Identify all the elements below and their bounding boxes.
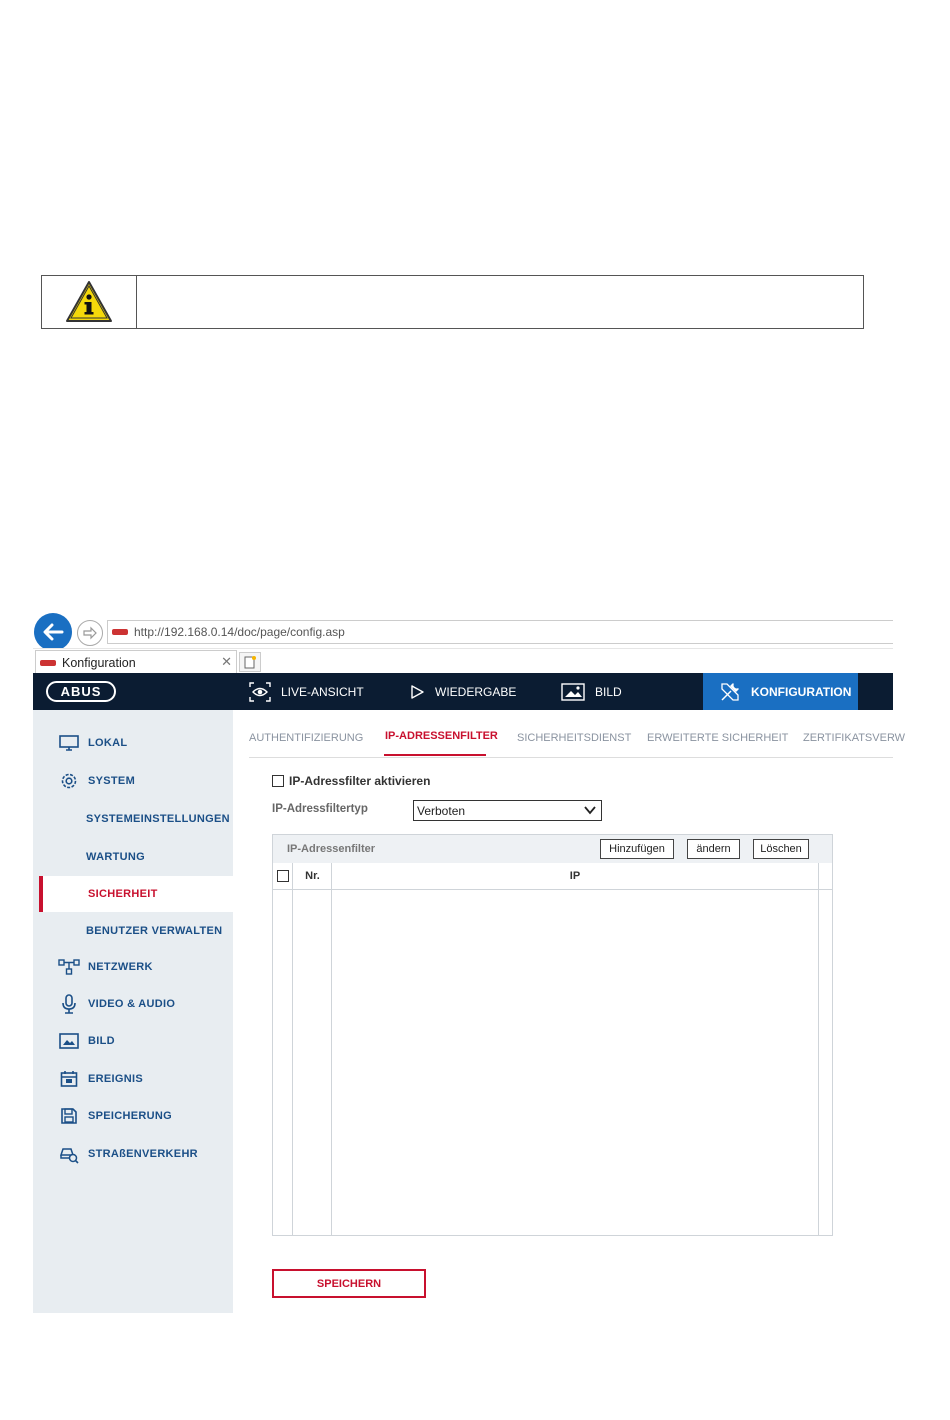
- sidebar-item-label: SYSTEM: [88, 775, 136, 787]
- nav-label: KONFIGURATION: [751, 684, 852, 699]
- nav-label: LIVE-ANSICHT: [281, 684, 364, 699]
- sidebar-item-speicherung[interactable]: [33, 1098, 233, 1134]
- column-divider: [818, 863, 819, 1235]
- sidebar-item-ereignis[interactable]: [33, 1061, 233, 1097]
- image-icon: [561, 683, 585, 701]
- nav-bild[interactable]: [561, 673, 622, 710]
- image-icon: [59, 1032, 79, 1050]
- note-text-cell: [137, 276, 863, 328]
- sidebar-item-label: NETZWERK: [88, 961, 153, 973]
- network-icon: [59, 958, 79, 976]
- forward-button[interactable]: [77, 620, 103, 646]
- sidebar-item-label: SPEICHERUNG: [88, 1110, 172, 1122]
- top-navigation: [33, 673, 893, 710]
- note-icon-cell: [42, 276, 137, 328]
- column-header-ip: IP: [332, 863, 818, 890]
- chevron-down-icon: [583, 803, 597, 820]
- delete-button[interactable]: Löschen: [753, 839, 809, 859]
- save-button[interactable]: SPEICHERN: [272, 1269, 426, 1298]
- column-header-scroll: [818, 863, 832, 890]
- sidebar-item-label: SYSTEMEINSTELLUNGEN: [86, 813, 230, 825]
- abus-logo: ABUS: [46, 681, 116, 702]
- arrow-right-icon: [82, 626, 98, 640]
- sidebar-item-bild[interactable]: [33, 1023, 233, 1059]
- browser-tab-row: [33, 648, 893, 673]
- enable-ip-filter-row: [272, 774, 430, 788]
- filter-type-label: IP-Adressfiltertyp: [272, 803, 368, 815]
- info-note-box: [41, 275, 864, 329]
- sidebar-item-lokal[interactable]: [33, 725, 233, 761]
- monitor-icon: [59, 734, 79, 752]
- config-screenshot: [33, 612, 906, 1313]
- sidebar-item-sicherheit[interactable]: [39, 876, 239, 912]
- sidebar-item-systemeinstellungen[interactable]: [33, 801, 233, 837]
- table-header-bar: [273, 835, 832, 863]
- table-title: IP-Adressenfilter: [287, 843, 376, 855]
- sidebar-item-label: STRAßENVERKEHR: [88, 1148, 198, 1160]
- sidebar-item-netzwerk[interactable]: [33, 949, 233, 985]
- enable-ip-filter-checkbox[interactable]: [272, 775, 284, 787]
- tab-erweiterte-sicherheit[interactable]: ERWEITERTE SICHERHEIT: [647, 732, 789, 744]
- sidebar: [33, 710, 233, 1313]
- microphone-icon: [59, 995, 79, 1013]
- column-header-nr: Nr.: [293, 863, 332, 890]
- nav-label: BILD: [595, 684, 622, 699]
- play-icon: [409, 684, 425, 700]
- filter-type-value: Verboten: [417, 803, 466, 818]
- sidebar-item-label: SICHERHEIT: [88, 888, 158, 900]
- sidebar-item-label: WARTUNG: [86, 851, 145, 863]
- column-divider: [331, 863, 332, 1235]
- sidebar-item-label: EREIGNIS: [88, 1073, 143, 1085]
- browser-address-row: [33, 612, 893, 648]
- url-text: http://192.168.0.14/doc/page/config.asp: [134, 625, 345, 639]
- sub-tabs: [249, 710, 906, 758]
- active-tab-underline: [384, 754, 486, 756]
- tab-title: Konfiguration: [62, 655, 136, 670]
- enable-ip-filter-label: IP-Adressfilter aktivieren: [289, 774, 431, 788]
- tab-zertifikatsverwaltung[interactable]: ZERTIFIKATSVERW: [803, 732, 906, 744]
- sidebar-item-label: VIDEO & AUDIO: [88, 998, 176, 1010]
- column-divider: [292, 863, 293, 1235]
- sidebar-item-wartung[interactable]: [33, 839, 233, 875]
- sidebar-item-system[interactable]: [33, 763, 233, 799]
- select-all-cell: [273, 863, 293, 890]
- sidebar-item-benutzer-verwalten[interactable]: [33, 913, 233, 949]
- add-button[interactable]: Hinzufügen: [600, 839, 674, 859]
- tools-icon: [719, 681, 741, 703]
- new-tab-icon: [243, 655, 257, 669]
- close-icon[interactable]: ✕: [221, 654, 232, 669]
- sidebar-item-label: BILD: [88, 1035, 115, 1047]
- sidebar-item-label: LOKAL: [88, 737, 128, 749]
- site-favicon-icon: [112, 629, 128, 635]
- nav-konfiguration[interactable]: [703, 673, 858, 710]
- nav-wiedergabe[interactable]: [409, 673, 516, 710]
- eye-icon: [249, 682, 271, 702]
- tab-ip-adressenfilter[interactable]: IP-ADRESSENFILTER: [385, 730, 498, 742]
- select-all-checkbox[interactable]: [277, 870, 289, 882]
- calendar-icon: [59, 1070, 79, 1088]
- tab-sicherheitsdienst[interactable]: SICHERHEITSDIENST: [517, 732, 632, 744]
- edit-button[interactable]: ändern: [687, 839, 740, 859]
- warning-info-icon: [65, 280, 113, 324]
- nav-live-ansicht[interactable]: [249, 673, 364, 710]
- sidebar-item-strassenverkehr[interactable]: [33, 1136, 233, 1172]
- filter-type-select[interactable]: [413, 800, 602, 821]
- arrow-left-icon: [42, 622, 64, 642]
- ip-filter-table: [272, 834, 833, 1236]
- tab-favicon-icon: [40, 660, 56, 666]
- floppy-icon: [59, 1107, 79, 1125]
- back-button[interactable]: [34, 613, 72, 651]
- url-bar[interactable]: [107, 620, 893, 644]
- sidebar-item-video-audio[interactable]: [33, 986, 233, 1022]
- browser-tab[interactable]: [35, 650, 237, 674]
- new-tab-button[interactable]: [239, 652, 261, 672]
- nav-label: WIEDERGABE: [435, 684, 517, 699]
- tab-authentifizierung[interactable]: AUTHENTIFIZIERUNG: [249, 732, 364, 744]
- gear-icon: [59, 772, 79, 790]
- sidebar-item-label: BENUTZER VERWALTEN: [86, 925, 223, 937]
- car-search-icon: [59, 1145, 79, 1163]
